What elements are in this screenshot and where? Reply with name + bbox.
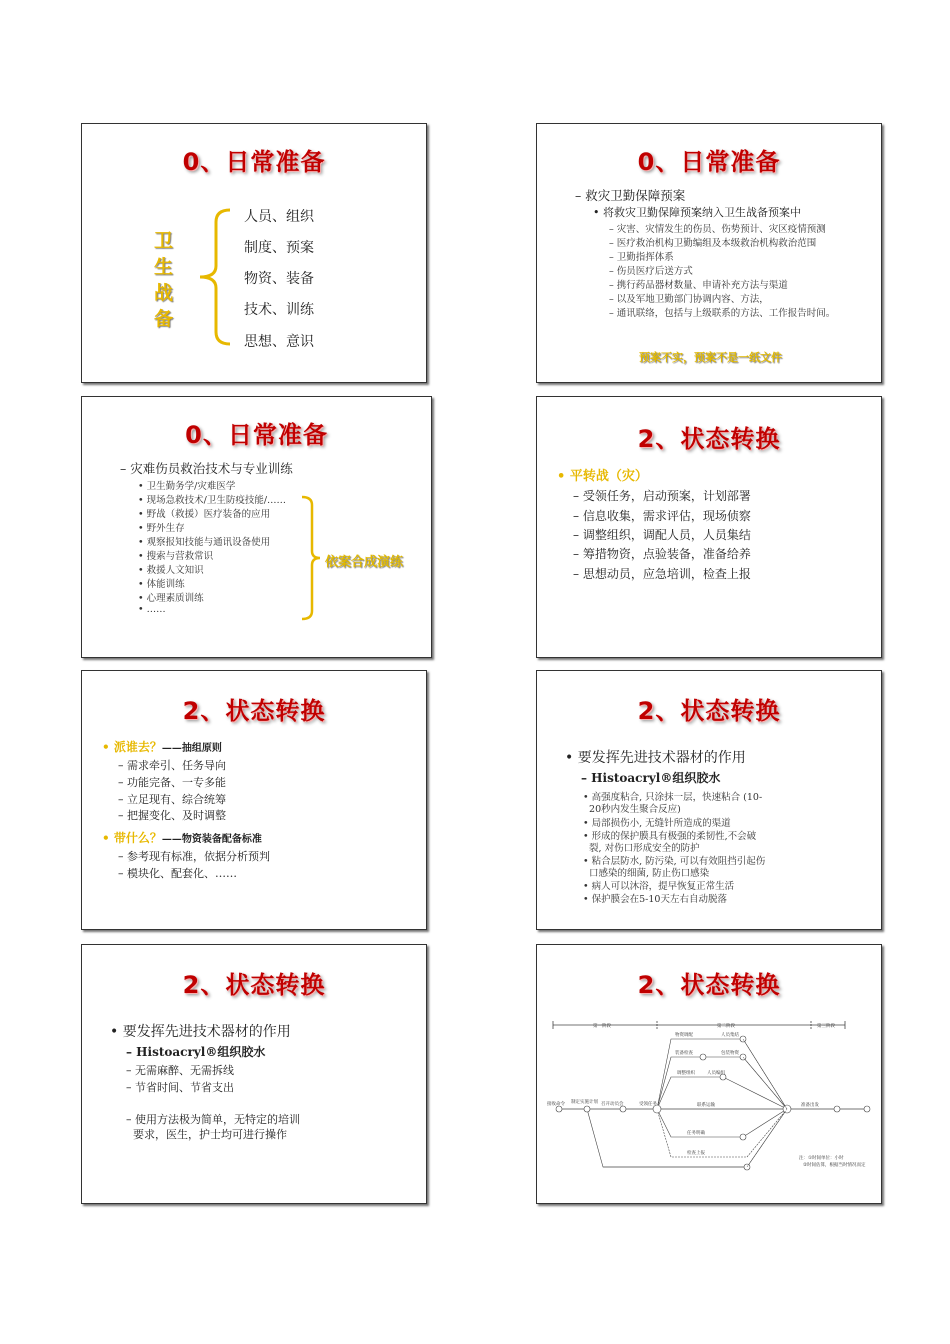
- list-item: 技术、训练: [244, 302, 314, 318]
- list-item: – 以及军地卫勤部门协调内容、方法，: [609, 294, 769, 305]
- node-label: 装备检查: [675, 1051, 693, 1056]
- list-item: • 现场急救技术/卫生防疫技能/……: [138, 495, 287, 506]
- list-item: 20秒内发生聚合反应): [583, 804, 681, 815]
- list-item: – 通讯联络，包括与上级联系的方法、工作报告时间。: [609, 308, 836, 319]
- slide-title: 2、状态转换: [182, 971, 326, 999]
- lead-item: • 带什么？——物资装备配备标准: [102, 831, 262, 845]
- slide-title: 0、日常准备: [185, 421, 328, 449]
- list-item: • ……: [138, 604, 166, 615]
- list-item: – 节省时间、节省支出: [126, 1081, 234, 1094]
- node-label: 调整组织: [677, 1071, 695, 1076]
- list-item: – 信息收集，需求评估，现场侦察: [573, 509, 751, 523]
- node-label: 包装物资: [721, 1051, 739, 1056]
- node-label: 准备出发: [801, 1103, 819, 1108]
- list-item: • 体能训练: [138, 579, 185, 590]
- list-item: 人员、组织: [244, 209, 314, 225]
- node-label: 人员编组: [707, 1071, 725, 1076]
- vertical-label: 卫 生 战 备: [154, 230, 174, 330]
- bracket-label: 依案合成演练: [325, 555, 404, 570]
- list-item: • 保护膜会在5-10天左右自动脱落: [583, 894, 727, 905]
- list-item: – 医疗救治机构卫勤编组及本级救治机构救治范围: [609, 238, 817, 249]
- list-item: • 野外生存: [138, 523, 185, 534]
- list-item: 思想、意识: [244, 334, 314, 350]
- list-item: – 调整组织，调配人员，人员集结: [573, 528, 751, 542]
- node-label: 检查上报: [687, 1151, 705, 1156]
- list-item: – 思想动员，应急培训，检查上报: [573, 567, 751, 581]
- node-label: 联系运输: [697, 1103, 715, 1108]
- list-item: • 野战（救援）医疗装备的应用: [138, 509, 271, 520]
- phase-label: 第三阶段: [817, 1024, 835, 1029]
- lead-item: • 平转战（灾）: [557, 469, 648, 484]
- slide-8: [536, 944, 882, 1204]
- list-item: • 卫生勤务学/灾难医学: [138, 481, 236, 492]
- slide-title: 0、日常准备: [182, 148, 326, 176]
- slide-title: 2、状态转换: [637, 697, 781, 725]
- list-item: 裂, 对伤口形成安全的防护: [583, 843, 700, 854]
- list-item: – 模块化、配套化、……: [118, 867, 237, 880]
- list-item: • 病人可以沐浴，提早恢复正常生活: [583, 881, 735, 892]
- section-heading: – 救灾卫勤保障预案: [575, 188, 686, 203]
- list-item: – 立足现有、综合统筹: [118, 793, 226, 806]
- node-label: 接收命令: [547, 1102, 565, 1107]
- slide-6: [536, 670, 882, 930]
- list-item: • 高强度粘合, 只涂抹一层，快速粘合 (10-: [583, 792, 763, 803]
- list-item: – 无需麻醉、无需拆线: [126, 1064, 234, 1077]
- list-item: 物资、装备: [244, 271, 314, 287]
- node-label: 召开动员会: [601, 1102, 624, 1107]
- list-item: – 把握变化、及时调整: [118, 809, 226, 822]
- list-item: – 需求牵引、任务导向: [118, 759, 226, 772]
- node-label: 受领任务: [639, 1102, 657, 1107]
- list-item: • 心理素质训练: [138, 593, 204, 604]
- slide-title: 2、状态转换: [182, 697, 326, 725]
- slide-1: [81, 123, 427, 383]
- list-item: – 携行药品器材数量、申请补充方法与渠道: [609, 280, 788, 291]
- slide-7: [81, 944, 427, 1204]
- list-item: • 搜索与营救常识: [138, 551, 214, 562]
- list-item: • 观察报知技能与通讯设备使用: [138, 537, 271, 548]
- lead-item: • 派谁去？——抽组原则: [102, 740, 222, 754]
- slide-5: [81, 670, 427, 930]
- list-item: – 灾害、灾情发生的伤员、伤势预计、灾区疫情预测: [609, 224, 826, 235]
- section-heading: • 要发挥先进技术器材的作用: [565, 750, 746, 766]
- list-item: – 筹措物资，点验装备，准备给养: [573, 547, 751, 561]
- list-item: – 受领任务，启动预案，计划部署: [573, 489, 751, 503]
- node-label: 制定实施计划: [571, 1100, 598, 1105]
- brace-icon: [194, 208, 234, 346]
- node-label: 人员集结: [721, 1033, 739, 1038]
- sub-heading: • 将救灾卫勤保障预案纳入卫生战备预案中: [593, 206, 801, 219]
- list-item: – 卫勤指挥体系: [609, 252, 674, 263]
- network-diagram: [547, 1017, 877, 1187]
- sub-heading: – Histoacryl®组织胶水: [581, 771, 721, 785]
- list-item: 制度、预案: [244, 240, 314, 256]
- list-item: • 局部损伤小, 无缝针所造成的渠道: [583, 818, 731, 829]
- node-label: 物资调配: [675, 1033, 693, 1038]
- list-item: • 形成的保护膜具有极强的柔韧性,不会破: [583, 831, 757, 842]
- list-item: – 伤员医疗后送方式: [609, 266, 693, 277]
- list-item: • 救援人文知识: [138, 565, 204, 576]
- sub-heading: – Histoacryl®组织胶水: [126, 1045, 266, 1059]
- bracket-icon: [300, 495, 322, 621]
- list-item: 要求，医生，护士均可进行操作: [126, 1128, 287, 1141]
- diagram-note: 注：①时间单位：小时: [799, 1156, 844, 1161]
- list-item: – 参考现有标准，依据分析预判: [118, 850, 270, 863]
- slide-title: 2、状态转换: [637, 425, 781, 453]
- slide-4: [536, 396, 882, 658]
- diagram-note: ②时间估算，根据当时情况而定: [803, 1163, 866, 1168]
- section-heading: • 要发挥先进技术器材的作用: [110, 1024, 291, 1040]
- node-label: 任务明确: [687, 1131, 705, 1136]
- slide-title: 2、状态转换: [637, 971, 781, 999]
- section-heading: – 灾难伤员救治技术与专业训练: [120, 461, 293, 476]
- slide-title: 0、日常准备: [637, 148, 781, 176]
- list-item: 口感染的细菌, 防止伤口感染: [583, 868, 710, 879]
- phase-label: 第二阶段: [717, 1024, 735, 1029]
- phase-label: 第一阶段: [593, 1024, 611, 1029]
- list-item: – 功能完备、一专多能: [118, 776, 226, 789]
- list-item: – 使用方法极为简单，无特定的培训: [126, 1113, 300, 1126]
- slide-3: [81, 396, 432, 658]
- emphasis-note: 预案不实，预案不是一纸文件: [639, 351, 782, 364]
- list-item: • 粘合层防水, 防污染, 可以有效阻挡引起伤: [583, 856, 766, 867]
- slide-2: [536, 123, 882, 383]
